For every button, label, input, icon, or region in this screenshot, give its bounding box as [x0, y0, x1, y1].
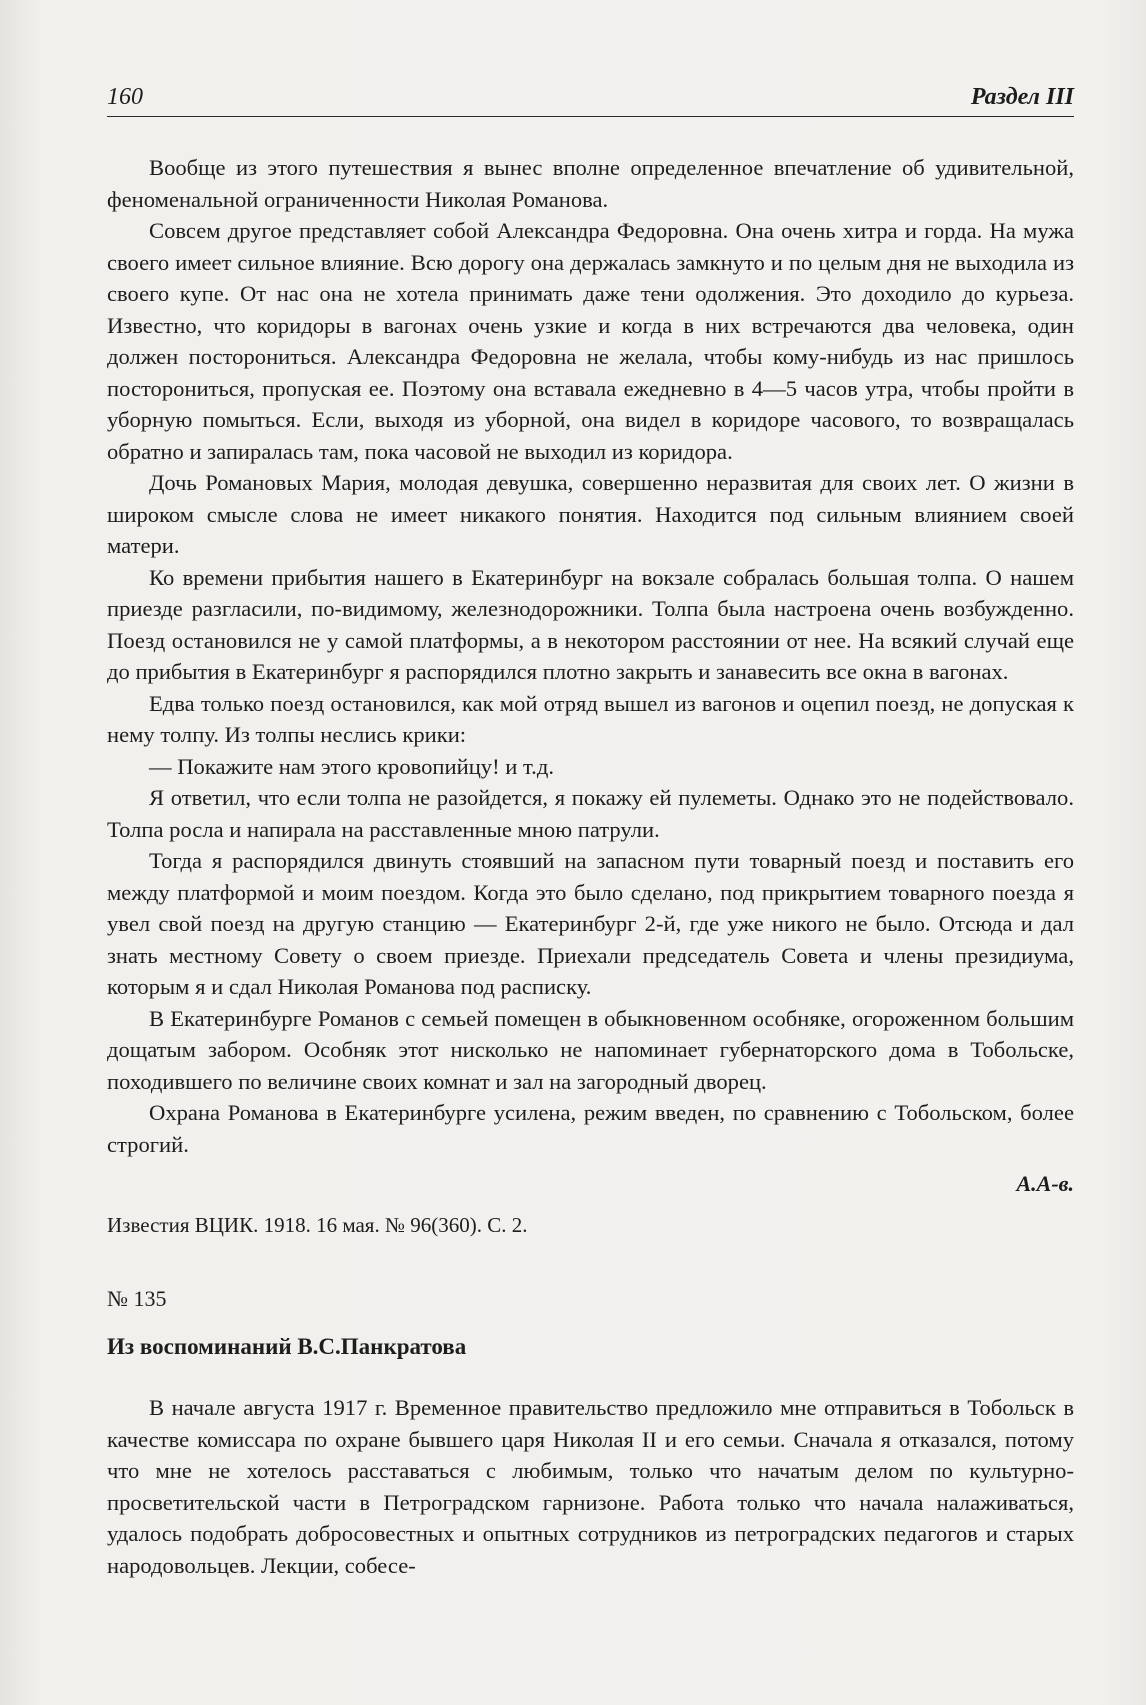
paragraph: Совсем другое представляет собой Александра Федоровна. Она очень хитра и горда. На мужа своего имеет сильное влияние. Всю дорогу она держалась замкнуто и по целым дня не выходила из своего купе. От нас она не хотела принимать даже тени одолжения. Это доходило до курьеза. Известно, что коридоры в вагонах очень узкие и когда в них встречаются два человека, один должен посторониться. Александра Федоровна не желала, чтобы кому-нибудь из нас пришлось посторониться, пропуская ее. Поэтому она вставала ежедневно в 4—5 часов утра, чтобы пройти в уборную помыться. Если, выходя из уборной, она видел в коридоре часового, то возвращалась обратно и запиралась там, пока часовой не выходил из коридора. — [107, 218, 1074, 464]
paragraph: Вообще из этого путешествия я вынес вполне определенное впечатление об удивительной, феноменальной ограниченности Николая Романова. — [107, 155, 1074, 212]
document-number: № 135 — [107, 1286, 167, 1311]
paragraph: Дочь Романовых Мария, молодая девушка, совершенно неразвитая для своих лет. О жизни в широком смысле слова не имеет никакого понятия. Находится под сильным влиянием своей матери. — [107, 470, 1074, 558]
paragraph: Я ответил, что если толпа не разойдется, я покажу ей пулеметы. Однако это не подействовало. Толпа росла и напирала на расставленные мною патрули. — [107, 785, 1074, 842]
paragraph: Ко времени прибытия нашего в Екатеринбург на вокзале собралась большая толпа. О нашем приезде разгласили, по-видимому, железнодорожники. Толпа была настроена очень возбужденно. Поезд остановился не у самой платформы, а в некотором расстоянии от нее. На всякий случай еще до прибытия в Екатеринбург я распорядился плотно закрыть и занавесить все окна в вагонах. — [107, 564, 1074, 684]
source-citation: Известия ВЦИК. 1918. 16 мая. № 96(360). С. 2. — [107, 1212, 528, 1237]
author-signature: А.А-в. — [1016, 1171, 1074, 1196]
body-text — [107, 152, 1074, 1581]
page-header — [107, 80, 1074, 117]
paragraph: В Екатеринбурге Романов с семьей помещен в обыкновенном особняке, огороженном большим дощатым забором. Особняк этот нисколько не напоминает губернаторского дома в Тобольске, походившего по величине своих комнат и зал на загородный дворец. — [107, 1005, 1074, 1094]
paragraph: Охрана Романова в Екатеринбурге усилена, режим введен, по сравнению с Тобольском, более строгий. — [107, 1100, 1074, 1157]
paragraph: В начале августа 1917 г. Временное правительство предложило мне отправиться в Тобольск в качестве комиссара по охране бывшего царя Николая II и его семьи. Сначала я отказался, потому что мне не хотелось расставаться с любимым, только что начатым делом по культурно-просветительской части в Петроградском гарнизоне. Работа только что начала налаживаться, удалось подобрать добросовестных и опытных сотрудников из петроградских педагогов и старых народовольцев. Лекции, собесе- — [107, 1395, 1074, 1578]
page-number: 160 — [107, 84, 143, 110]
document-title: Из воспоминаний В.С.Панкратова — [107, 1333, 467, 1359]
section-title: Раздел III — [970, 84, 1074, 110]
quote-line: — Покажите нам этого кровопийцу! и т.д. — [149, 753, 554, 779]
paragraph: Едва только поезд остановился, как мой отряд вышел из вагонов и оцепил поезд, не допуская к нему толпу. Из толпы неслись крики: — [107, 690, 1074, 747]
paragraph: Тогда я распорядился двинуть стоявший на запасном пути товарный поезд и поставить его между платформой и моим поездом. Когда это было сделано, под прикрытием товарного поезда я увел свой поезд на другую станцию — Екатеринбург 2-й, где уже никого не было. Отсюда и дал знать местному Совету о своем приезде. Приехали председатель Совета и члены президиума, которым я и сдал Николая Романова под расписку. — [107, 848, 1074, 999]
